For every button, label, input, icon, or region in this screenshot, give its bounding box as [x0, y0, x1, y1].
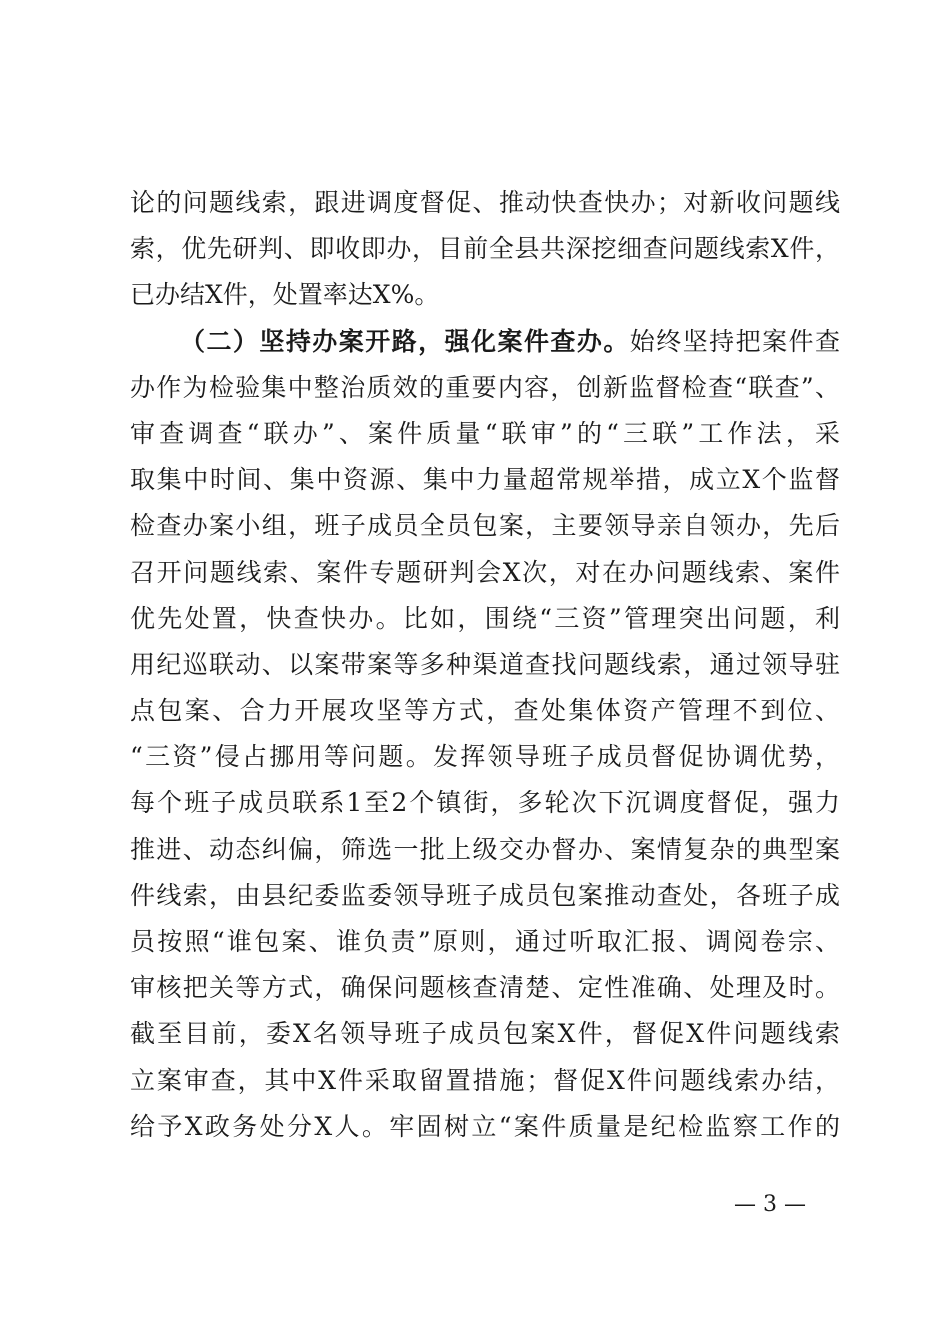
text-line: 审查调查“联办”、案件质量“联审”的“三联”工作法，采	[130, 418, 840, 448]
text-line: 审核把关等方式，确保问题核查清楚、定性准确、处理及时。	[130, 973, 840, 1003]
page-number: — 3 —	[734, 1192, 806, 1217]
section-heading-continuation: 始终坚持把案件查	[629, 326, 840, 356]
text-line: 员按照“谁包案、谁负责”原则，通过听取汇报、调阅卷宗、	[130, 927, 840, 956]
text-line: 点包案、合力开展攻坚等方式，查处集体资产管理不到位、	[130, 696, 840, 726]
text-line: 截至目前，委X名领导班子成员包案X件，督促X件问题线索	[130, 1019, 840, 1049]
text-line: 推进、动态纠偏，筛选一批上级交办督办、案情复杂的典型案	[130, 834, 840, 864]
text-line: 取集中时间、集中资源、集中力量超常规举措，成立X个监督	[130, 465, 840, 495]
text-line: 件线索，由县纪委监委领导班子成员包案推动查处，各班子成	[130, 880, 840, 910]
section-heading-line	[130, 319, 840, 365]
text-line: 优先处置，快查快办。比如，围绕“三资”管理突出问题，利	[130, 603, 840, 633]
text-line: 检查办案小组，班子成员全员包案，主要领导亲自领办，先后	[130, 511, 840, 541]
body-text	[130, 180, 840, 1150]
text-line: 办作为检验集中整治质效的重要内容，创新监督检查“联查”、	[130, 372, 840, 402]
section-heading: （二）坚持办案开路，强化案件查办。	[180, 326, 630, 356]
text-line: 论的问题线索，跟进调度督促、推动快查快办；对新收问题线	[130, 188, 840, 217]
text-line: “三资”侵占挪用等问题。发挥领导班子成员督促协调优势，	[130, 742, 840, 772]
text-line: 用纪巡联动、以案带案等多种渠道查找问题线索，通过领导驻	[130, 649, 840, 679]
text-line: 给予X政务处分X人。牢固树立“案件质量是纪检监察工作的	[130, 1111, 840, 1141]
text-line: 召开问题线索、案件专题研判会X次，对在办问题线索、案件	[130, 557, 840, 587]
text-line: 索，优先研判、即收即办，目前全县共深挖细查问题线索X件，	[130, 234, 840, 264]
text-line: 立案审查，其中X件采取留置措施；督促X件问题线索办结，	[130, 1065, 840, 1095]
text-line: 每个班子成员联系1至2个镇街，多轮次下沉调度督促，强力	[130, 788, 840, 818]
text-line: 已办结X件，处置率达X%。	[130, 280, 440, 310]
